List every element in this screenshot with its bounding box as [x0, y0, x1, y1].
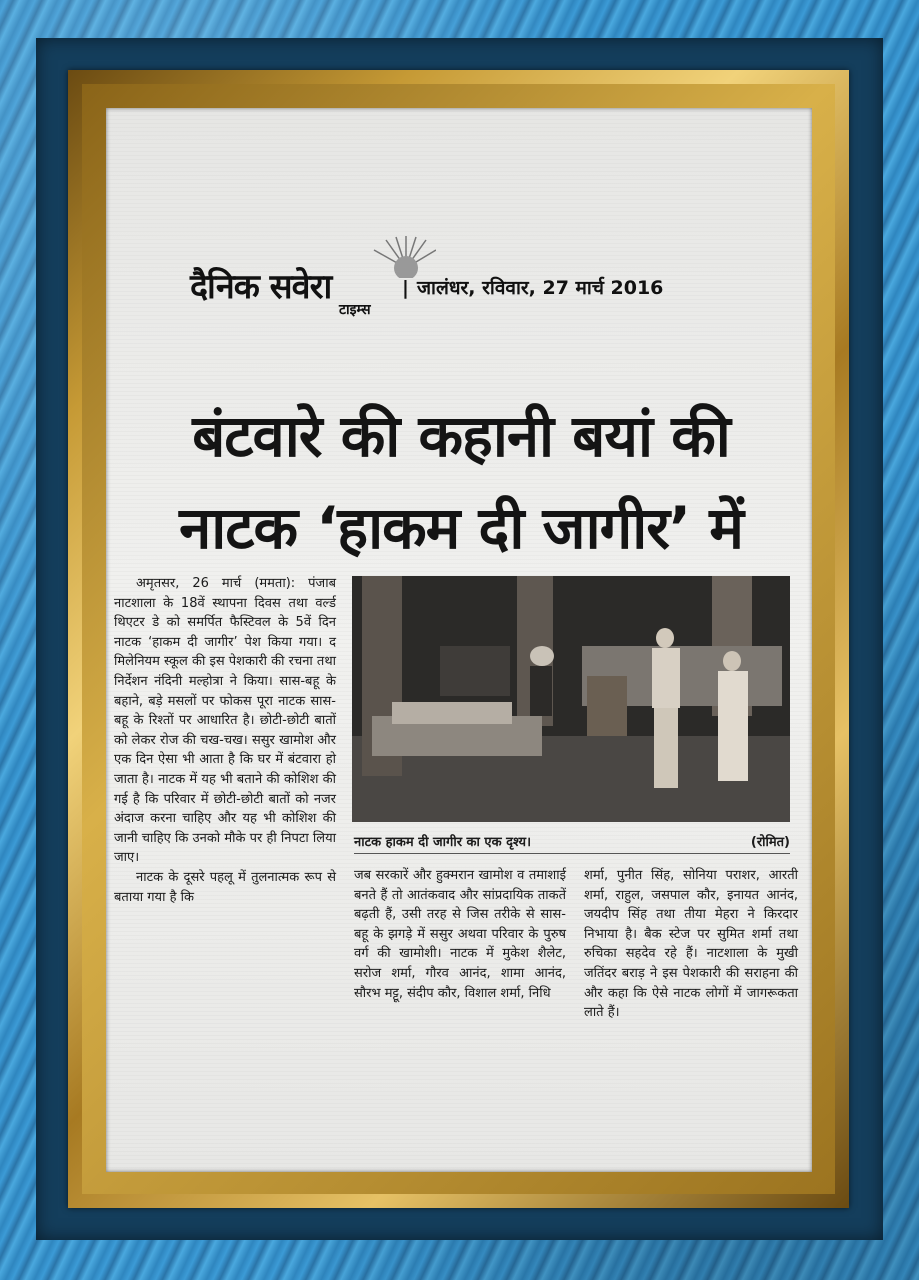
dateline	[402, 274, 663, 300]
article-paragraph: अमृतसर, 26 मार्च (ममता): पंजाब नाटशाला के 18वें स्थापना दिवस तथा वर्ल्ड थिएटर डे को समर्पित फैस्टिवल के 5वें दिन नाटक ‘हाकम दी जागीर’ पेश किया गया। द मिलेनियम स्कूल की इस पेशकारी की रचना तथा निर्देशन नंदिनी मल्होत्रा ने किया। सास-बहू के बहाने, बड़े मसलों पर फोकस पूरा नाटक सास-बहू के रिश्तों पर आधारित है। छोटी-छोटी बातों को लेकर रोज की चख-चख। ससुर खामोश और एक दिन ऐसा भी आता है कि घर में बंटवारा हो जाता है। नाटक में यह भी बताने की कोशिश की गई है कि परिवार में छोटी-छोटी बातों को नजर अंदाज करना चाहिए और यह भी कोशिश की जानी चाहिए कि उनको मौके पर ही निपटा लिया जाए।	[114, 576, 337, 866]
photo-caption	[354, 832, 790, 854]
article-paragraph: शर्मा, पुनीत सिंह, सोनिया पराशर, आरती शर्मा, राहुल, जसपाल कौर, इनायत आनंद, जयदीप सिंह तथा तीया मेहरा ने किरदार निभाया है। बैक स्टेज पर सुमित शर्मा तथा रुचिका सहदेव रहे हैं। नाटशाला के मुखी जतिंदर बराड़ ने इस पेशकारी की सराहना की और कहा कि ऐसे नाटक लोगों में जागरूकता लाते हैं।	[584, 868, 798, 1021]
paper-name: दैनिक सवेरा	[190, 267, 332, 307]
headline-line-1: बंटवारे की कहानी बयां की	[192, 402, 730, 470]
stage-photo	[352, 576, 790, 822]
article-paragraph: नाटक के दूसरे पहलू में तुलनात्मक रूप से बताया गया है कि	[114, 869, 336, 905]
dateline-text: जालंधर, रविवार, 27 मार्च 2016	[416, 277, 664, 299]
article-paragraph: जब सरकारें और हुक्मरान खामोश व तमाशाई बनते हैं तो आतंकवाद और सांप्रदायिक ताकतें बढ़ती हैं, उसी तरह से जिस तरीके से सास-बहू के झगड़े में ससुर अथवा परिवार के पुरुष वर्ग की खामोशी। नाटक में मुकेश शैलेट, सरोज शर्मा, गौरव आनंद, शामा आनंद, सौरभ मट्टू, संदीप कौर, विशाल शर्मा, निधि	[354, 868, 566, 1001]
article-column-2	[354, 866, 566, 1003]
caption-text: नाटक हाकम दी जागीर का एक दृश्य।	[354, 835, 532, 850]
paper-subtitle: टाइम्स	[339, 302, 371, 318]
headline	[116, 390, 806, 574]
headline-line-2: नाटक ‘हाकम दी जागीर’ में	[179, 494, 743, 562]
article-column-3	[584, 866, 798, 1023]
dateline-divider: |	[402, 277, 409, 299]
photo-credit: (रोमित)	[750, 835, 790, 850]
article-column-1	[114, 574, 336, 907]
stage-scene-image	[352, 576, 790, 822]
newspaper-clipping	[106, 108, 812, 1172]
